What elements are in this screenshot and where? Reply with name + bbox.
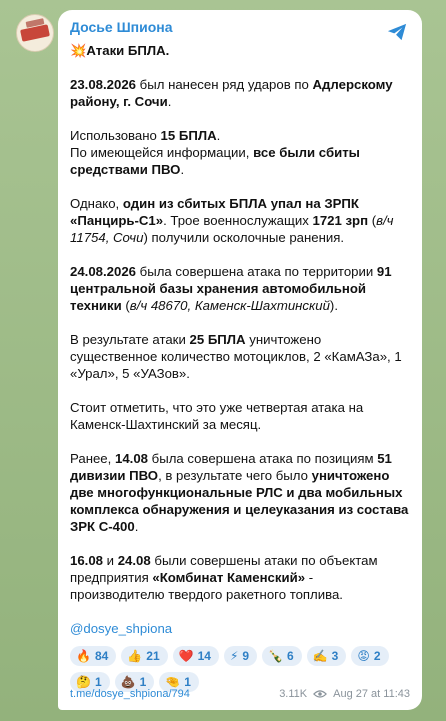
- post-text: [70, 42, 410, 637]
- reaction-pinching-hand[interactable]: 🤏 1: [159, 672, 199, 692]
- view-count: 3.11K: [279, 688, 308, 700]
- reaction-angry-face[interactable]: 😡 2: [351, 646, 388, 666]
- reactions-row: [70, 646, 410, 666]
- channel-avatar[interactable]: [16, 14, 54, 52]
- reaction-poop[interactable]: 💩 1: [115, 672, 155, 692]
- thinking-face-icon: 🤔: [76, 675, 91, 689]
- champagne-icon: 🍾: [268, 649, 284, 663]
- post-heading: 💥Атаки БПЛА.: [70, 43, 170, 58]
- paragraph-8: 16.08 и 24.08 были совершены атаки по объектам предприятия «Комбинат Каменский» - производителю твердого ракетного топлива.: [70, 553, 378, 602]
- thumbs-up-icon: 👍: [127, 649, 143, 663]
- paragraph-6: Стоит отметить, что это уже четвертая атака на Каменск-Шахтинский за месяц.: [70, 400, 364, 432]
- paragraph-3: Однако, один из сбитых БПЛА упал на ЗРПК «Панцирь-С1». Трое военнослужащих 1721 зрп (в/ч 11754, Сочи) получили осколочные ранения.: [70, 196, 394, 245]
- poop-icon: 💩: [120, 675, 136, 689]
- reaction-lightning[interactable]: ⚡ 9: [224, 646, 257, 666]
- post-meta: [279, 688, 410, 700]
- channel-mention-link[interactable]: @dosye_shpiona: [70, 621, 173, 636]
- paragraph-2: Использовано 15 БПЛА. По имеющейся информации, все были сбиты средствами ПВО.: [70, 128, 360, 177]
- channel-name[interactable]: Досье Шпиона: [70, 19, 173, 35]
- reaction-thinking-face[interactable]: 🤔 1: [70, 672, 110, 692]
- paragraph-5: В результате атаки 25 БПЛА уничтожено существенное количество мотоциклов, 2 «КамАЗа», 1 «Урал», 5 «УАЗов».: [70, 332, 402, 381]
- heart-icon: ❤️: [178, 649, 194, 663]
- writing-hand-icon: ✍️: [312, 649, 328, 663]
- explosion-icon: 💥: [70, 43, 87, 58]
- paragraph-4: 24.08.2026 была совершена атака по территории 91 центральной базы хранения автомобильной техники (в/ч 48670, Каменск-Шахтинский).: [70, 264, 392, 313]
- angry-face-icon: 😡: [357, 649, 370, 663]
- fire-icon: 🔥: [76, 649, 91, 663]
- paragraph-1: 23.08.2026 был нанесен ряд ударов по Адлерскому району, г. Сочи.: [70, 77, 393, 109]
- paragraph-mention: [70, 620, 410, 637]
- paragraph-7: Ранее, 14.08 была совершена атака по позициям 51 дивизии ПВО, в результате чего было уничтожено две многофункциональные РЛС и два мобильных комплекса обнаружения и целеуказания из состава ЗРК С-400.: [70, 451, 409, 534]
- eye-icon: [313, 689, 327, 699]
- post-link[interactable]: t.me/dosye_shpiona/794: [70, 688, 190, 700]
- reaction-thumbs-up[interactable]: 👍 21: [121, 646, 167, 666]
- message-bubble: [58, 10, 422, 710]
- message-footer: [70, 688, 410, 700]
- reactions-bar: [70, 646, 410, 692]
- share-icon[interactable]: [386, 22, 408, 42]
- post-time: Aug 27 at 11:43: [333, 688, 410, 700]
- avatar-stamp-mark: [20, 24, 50, 42]
- reaction-champagne[interactable]: 🍾 6: [262, 646, 302, 666]
- reaction-fire[interactable]: 🔥 84: [70, 646, 116, 666]
- pinching-hand-icon: 🤏: [165, 675, 181, 689]
- lightning-icon: ⚡: [229, 649, 239, 663]
- reaction-heart[interactable]: ❤️ 14: [173, 646, 219, 666]
- reaction-writing-hand[interactable]: ✍️ 3: [307, 646, 347, 666]
